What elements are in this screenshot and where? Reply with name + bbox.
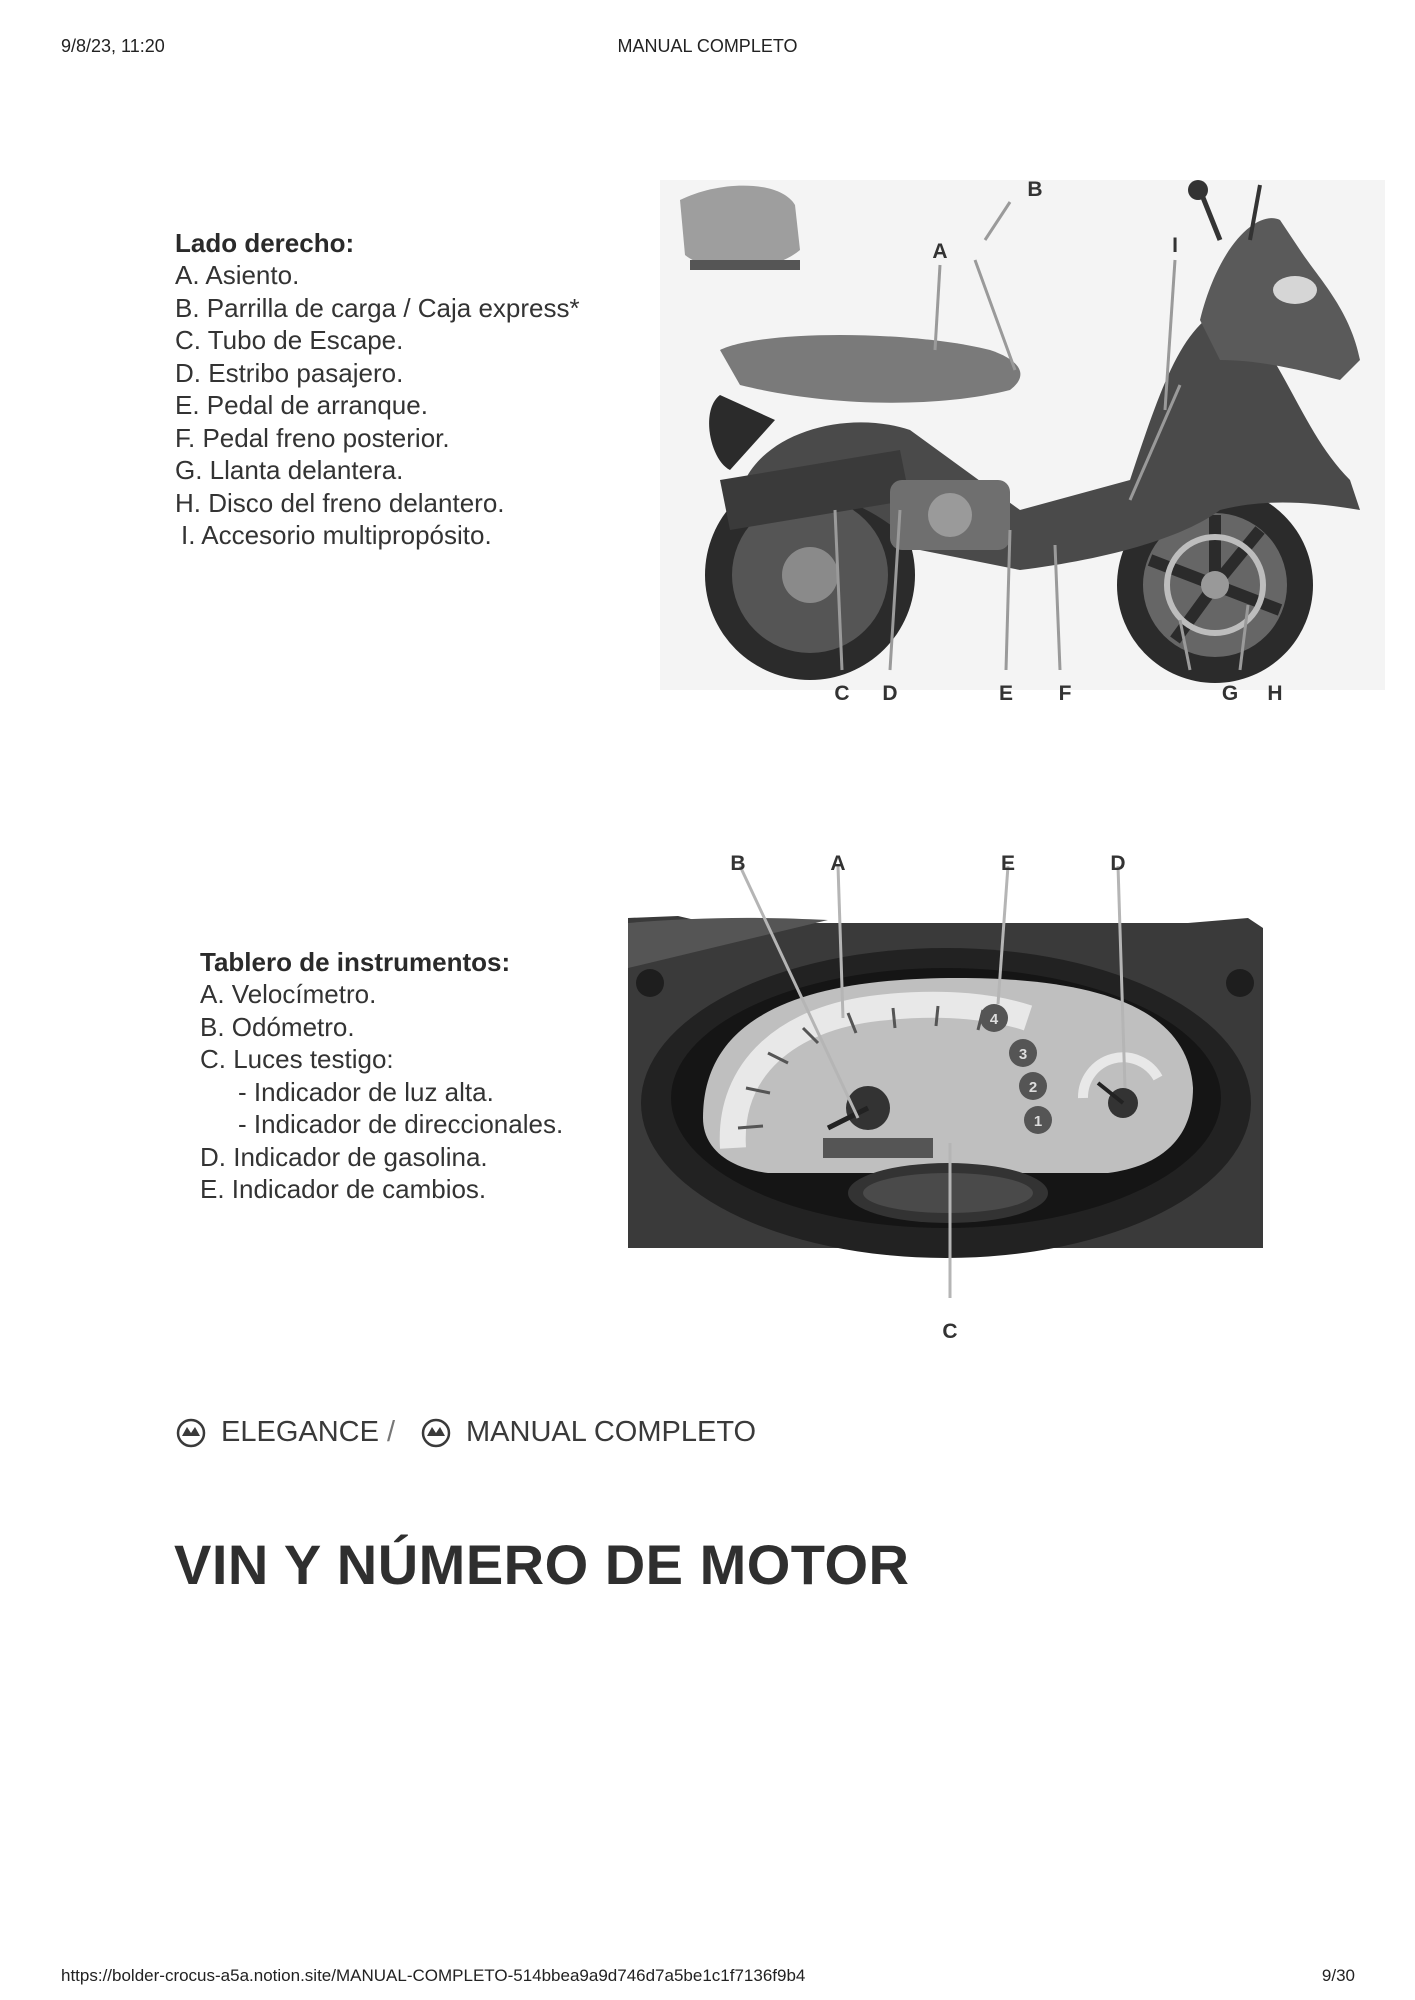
print-title: MANUAL COMPLETO bbox=[617, 36, 798, 56]
list-item: - Indicador de direccionales. bbox=[238, 1109, 564, 1139]
list-item: E. Indicador de cambios. bbox=[200, 1174, 487, 1204]
label-d: D bbox=[882, 682, 898, 705]
brand-logo-icon bbox=[176, 1418, 206, 1448]
side-parts-list bbox=[175, 259, 580, 552]
list-item: H. Disco del freno delantero. bbox=[175, 487, 505, 518]
label-f: F bbox=[1058, 682, 1072, 705]
list-item: - Indicador de luz alta. bbox=[238, 1076, 494, 1107]
list-item: D. Indicador de gasolina. bbox=[200, 1141, 488, 1172]
list-item: C. Tubo de Escape. bbox=[175, 325, 404, 355]
label-a: A bbox=[830, 852, 846, 875]
brand-logo-icon bbox=[421, 1418, 451, 1448]
headlight bbox=[1273, 276, 1317, 304]
side-parts-legend bbox=[175, 227, 580, 552]
list-item: E. Pedal de arranque. bbox=[175, 390, 428, 420]
list-item: I. Accesorio multipropósito. bbox=[181, 520, 492, 550]
list-item: B. Parrilla de carga / Caja express* bbox=[175, 292, 580, 323]
breadcrumb-separator: / bbox=[386, 1416, 396, 1448]
gear-4: 4 bbox=[989, 1011, 999, 1028]
label-i: I bbox=[1172, 234, 1178, 257]
list-item: A. Asiento. bbox=[175, 260, 300, 290]
label-e: E bbox=[1000, 852, 1016, 875]
list-item: F. Pedal freno posterior. bbox=[175, 422, 450, 453]
label-e: E bbox=[998, 682, 1014, 705]
label-d: D bbox=[1110, 852, 1126, 875]
page-title: VIN Y NÚMERO DE MOTOR bbox=[174, 1533, 910, 1596]
list-item: G. Llanta delantera. bbox=[175, 455, 404, 485]
motorcycle-figure bbox=[660, 180, 1385, 720]
side-parts-title: Lado derecho: bbox=[175, 228, 355, 258]
gear-2: 2 bbox=[1028, 1079, 1038, 1096]
dashboard-legend bbox=[200, 946, 563, 1206]
list-item: C. Luces testigo: bbox=[200, 1044, 394, 1074]
print-page-number: 9/30 bbox=[1321, 1966, 1355, 1985]
breadcrumb-manual[interactable]: MANUAL COMPLETO bbox=[466, 1416, 757, 1448]
label-c: C bbox=[942, 1320, 958, 1343]
label-h: H bbox=[1267, 682, 1283, 705]
print-datetime: 9/8/23, 11:20 bbox=[61, 36, 165, 56]
label-g: G bbox=[1221, 682, 1239, 705]
top-box bbox=[680, 186, 800, 270]
print-url: https://bolder-crocus-a5a.notion.site/MANUAL-COMPLETO-514bbea9a9d746d7a5be1c1f7136f9b4 bbox=[61, 1966, 806, 1985]
odometer bbox=[823, 1138, 933, 1158]
dashboard-list bbox=[200, 978, 563, 1206]
motorcycle-illustration bbox=[660, 180, 1385, 720]
dashboard-illustration bbox=[628, 848, 1268, 1348]
list-item: B. Odómetro. bbox=[200, 1011, 355, 1042]
list-item: D. Estribo pasajero. bbox=[175, 357, 404, 388]
label-c: C bbox=[834, 682, 850, 705]
label-b: B bbox=[730, 852, 746, 875]
dashboard-figure bbox=[628, 848, 1268, 1348]
label-a: A bbox=[932, 240, 948, 263]
label-b: B bbox=[1027, 180, 1043, 201]
dashboard-title: Tablero de instrumentos: bbox=[200, 947, 511, 977]
breadcrumb bbox=[176, 1416, 756, 1449]
breadcrumb-elegance[interactable]: ELEGANCE bbox=[221, 1416, 379, 1448]
list-item: A. Velocímetro. bbox=[200, 979, 377, 1009]
gear-1: 1 bbox=[1033, 1113, 1043, 1130]
gear-3: 3 bbox=[1018, 1046, 1028, 1063]
